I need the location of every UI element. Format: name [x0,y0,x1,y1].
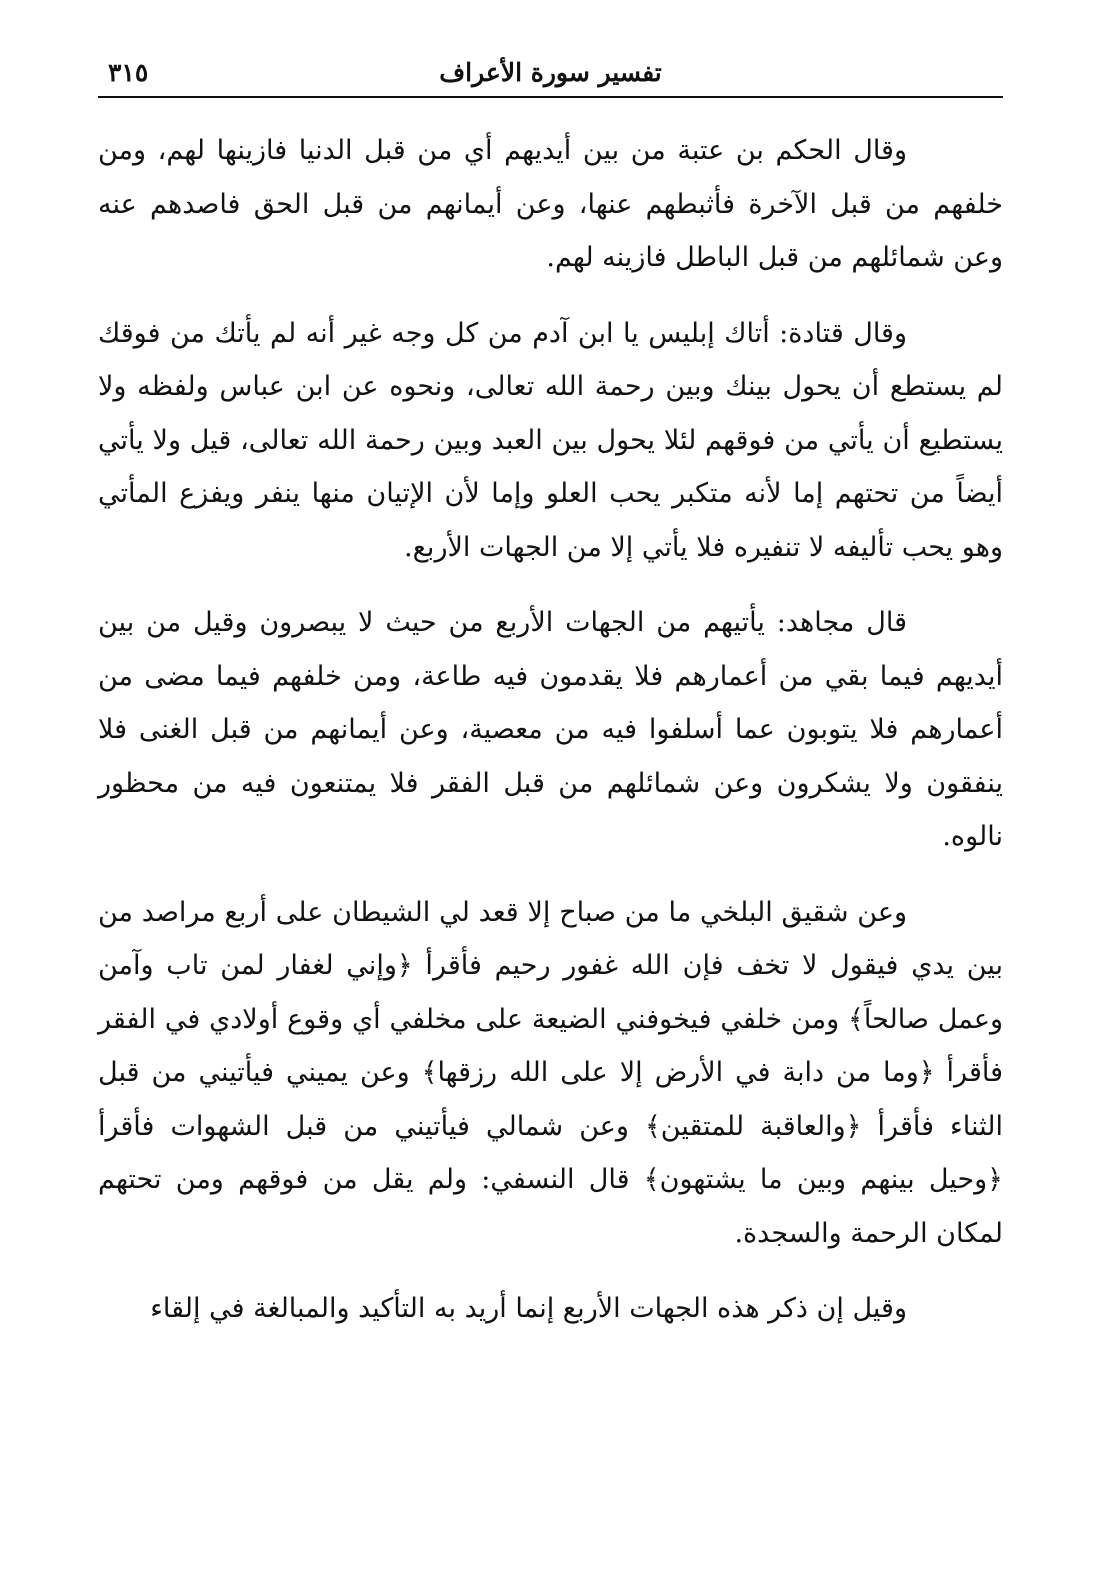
page-number: ٣١٥ [108,58,149,87]
paragraph-hakam: وقال الحكم بن عتبة من بين أيديهم أي من قبل الدنيا فازينها لهم، ومن خلفهم من قبل الآخرة فأثبطهم عنها، وعن أيمانهم من قبل الحق فاصدهم عنه وعن شمائلهم من قبل الباطل فازينه لهم. [98,135,1003,273]
paragraph-mujahid: قال مجاهد: يأتيهم من الجهات الأربع من حيث لا يبصرون وقيل من بين أيديهم فيما بقي من أعمارهم فلا يقدمون فيه طاعة، ومن خلفهم فيما مضى من أعمارهم فلا يتوبون عما أسلفوا فيه من معصية، وعن أيمانهم من قبل الغنى فلا ينفقون ولا يشكرون وعن شمائلهم من قبل الفقر فلا يمتنعون فيه من محظور نالوه. [98,607,1003,852]
paragraph-shaqiq: وعن شقيق البلخي ما من صباح إلا قعد لي الشيطان على أربع مراصد من بين يدي فيقول لا تخف فإن الله غفور رحيم فأقرأ ﴿وإني لغفار لمن تاب وآمن وعمل صالحاً﴾ ومن خلفي فيخوفني الضيعة على مخلفي أي وقوع أولادي في الفقر فأقرأ ﴿وما من دابة في الأرض إلا على الله رزقها﴾ وعن يميني فيأتيني من قبل الثناء فأقرأ ﴿والعاقبة للمتقين﴾ وعن شمالي فيأتيني من قبل الشهوات فأقرأ ﴿وحيل بينهم وبين ما يشتهون﴾ قال النسفي: ولم يقل من فوقهم ومن تحتهم لمكان الرحمة والسجدة. [98,896,1003,1249]
paragraph-qatada: وقال قتادة: أتاك إبليس يا ابن آدم من كل وجه غير أنه لم يأتك من فوقك لم يستطع أن يحول بينك وبين رحمة الله تعالى، ونحوه عن ابن عباس ولفظه ولا يستطيع أن يأتي من فوقهم لئلا يحول بين العبد وبين رحمة الله تعالى، قيل ولا يأتي أيضاً من تحتهم إما لأنه متكبر يحب العلو وإما لأن الإتيان منها ينفر ويفزع المأتي وهو يحب تأليفه لا تنفيره فلا يأتي إلا من الجهات الأربع. [98,317,1003,563]
book-page [98,56,1003,1546]
body-text [98,124,1003,1336]
page-header [98,56,1003,98]
paragraph-closing: وقيل إن ذكر هذه الجهات الأربع إنما أريد به التأكيد والمبالغة في إلقاء [150,1293,907,1324]
running-title: تفسير سورة الأعراف [439,58,662,87]
